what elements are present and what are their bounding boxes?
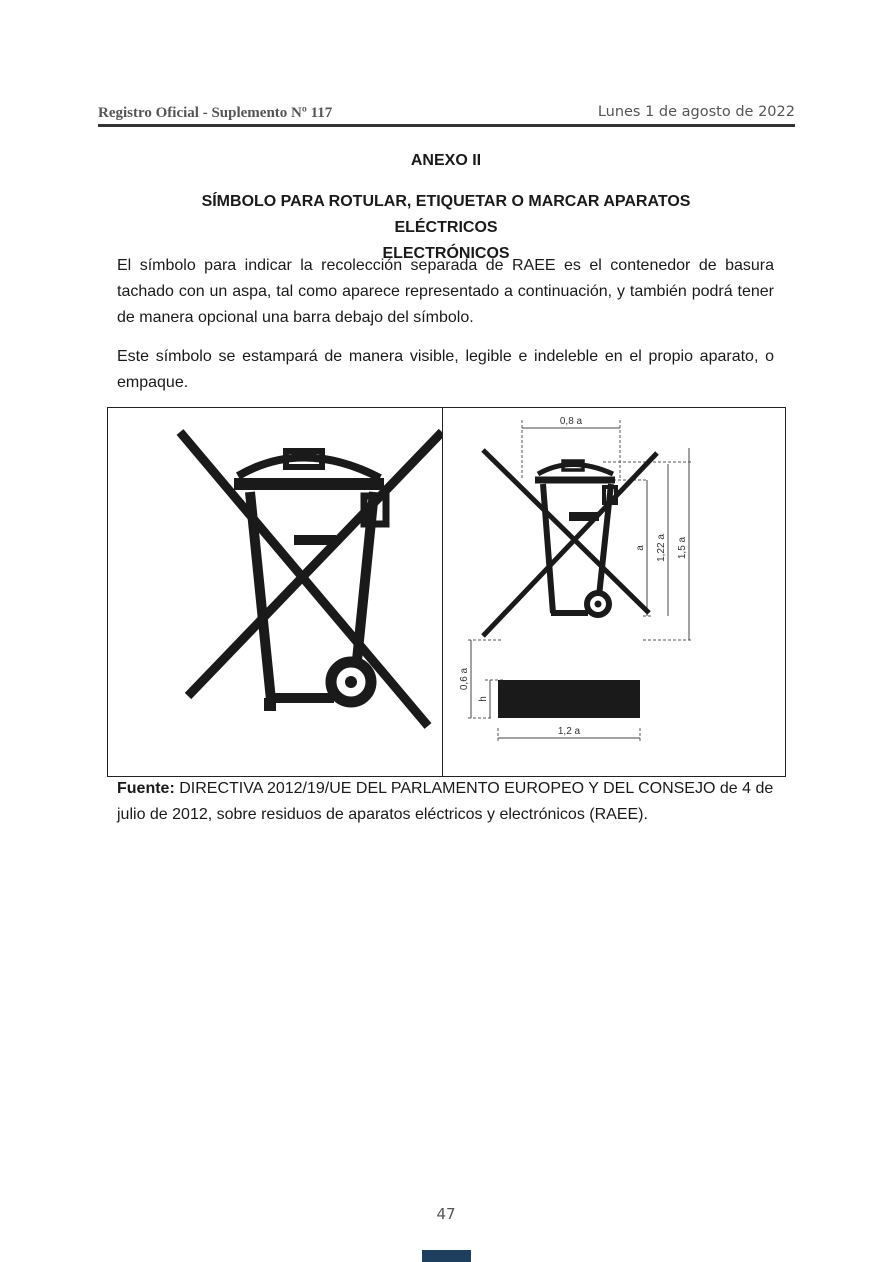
dim-06-label: 0,6 a (459, 667, 470, 691)
optional-underline-bar (498, 680, 640, 718)
dimensioned-symbol-diagram (443, 408, 785, 776)
raee-symbol-figure (107, 407, 786, 777)
dim-top-width-label: 0,8 a (559, 416, 583, 427)
source-label: Fuente: (117, 780, 175, 797)
crossed-out-wheelie-bin-icon (108, 408, 442, 776)
small-bin-wheel-hub (595, 601, 602, 608)
annex-heading: ANEXO II (410, 152, 482, 169)
publication-name: Registro Oficial - Suplemento Nº 117 (98, 105, 333, 121)
raee-dimension-panel (443, 408, 785, 776)
paragraph-symbol-placement: Este símbolo se estampará de manera visible, legible e indeleble en el propio aparato, o empaque. (117, 348, 774, 391)
raee-symbol-panel (108, 408, 442, 776)
dim-15-label: 1,5 a (677, 536, 688, 560)
bin-label-plate (294, 535, 336, 545)
small-bin-label-plate (569, 512, 599, 521)
publication-date: Lunes 1 de agosto de 2022 (597, 104, 795, 120)
dim-bar-width-label: 1,2 a (557, 726, 581, 737)
page-number: 47 (436, 1205, 456, 1223)
paragraph-symbol-description: El símbolo para indicar la recolección separada de RAEE es el contenedor de basura tachado con un aspa, tal como aparece representado a continuación, y también podrá tener de manera opcional una barra debajo del símbolo. (117, 257, 774, 326)
source-text: DIRECTIVA 2012/19/UE DEL PARLAMENTO EUROPEO Y DEL CONSEJO de 4 de julio de 2012, sobre residuos de aparatos eléctricos y electrónicos (RAEE). (117, 780, 774, 823)
annex-title-line-2: ELECTRÓNICOS (382, 245, 510, 262)
dim-122-label: 1,22 a (656, 534, 667, 562)
annex-title-line-1: SÍMBOLO PARA ROTULAR, ETIQUETAR O MARCAR APARATOS ELÉCTRICOS (201, 193, 691, 236)
footer-accent-bar (422, 1250, 471, 1262)
cross-line-2 (188, 432, 442, 696)
source-citation (117, 776, 777, 828)
page-header (98, 103, 795, 127)
dim-a-label: a (635, 545, 646, 551)
dim-h-label: h (478, 696, 489, 702)
small-bin-icon (483, 450, 657, 636)
bin-wheel-hub (345, 676, 357, 688)
